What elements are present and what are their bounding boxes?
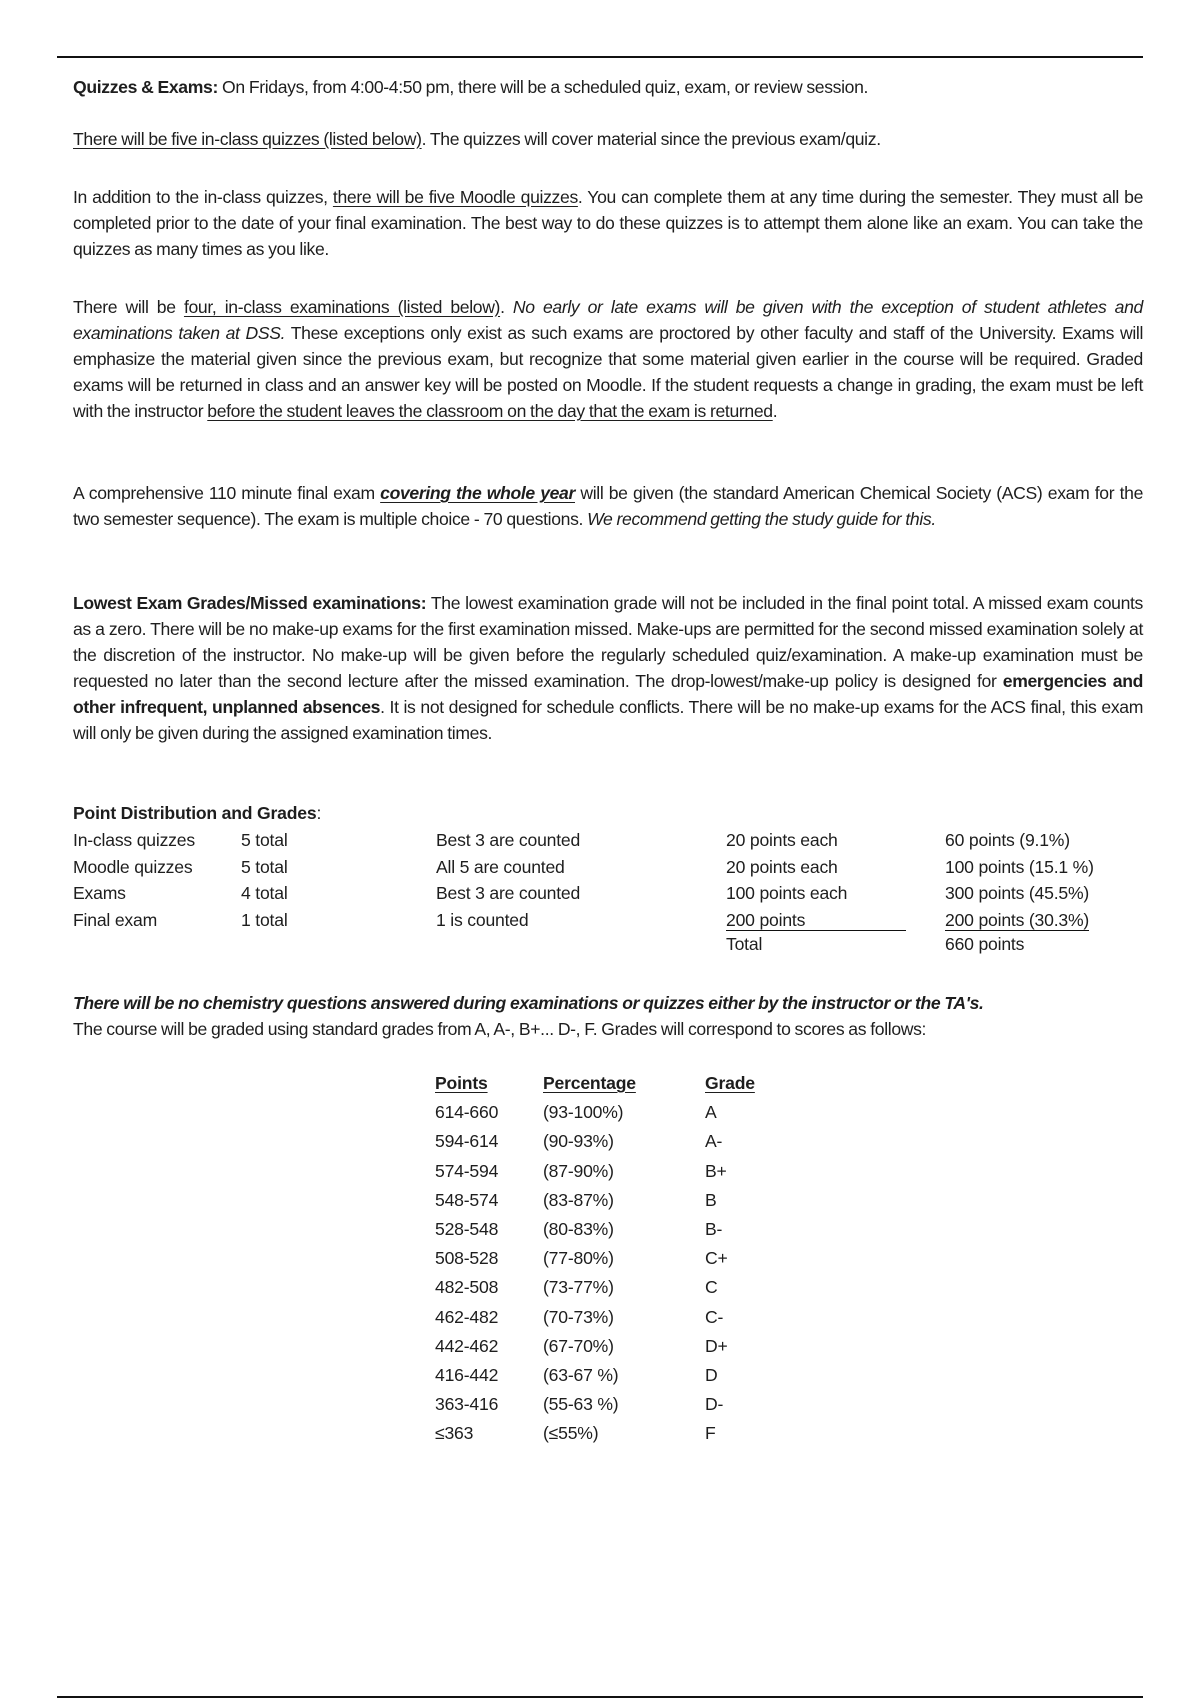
- grade-points: ≤363: [435, 1423, 474, 1444]
- grade-points: 528-548: [435, 1218, 499, 1239]
- header-points: Points: [435, 1073, 488, 1093]
- point-count: 5 total: [241, 857, 288, 877]
- point-counted: 1 is counted: [436, 910, 529, 930]
- in-class-quizzes-paragraph: [73, 126, 1143, 152]
- point-each: 20 points each: [726, 830, 838, 850]
- point-total-value: 660 points: [945, 934, 1025, 954]
- missed-exams-text: The lowest examination grade will not be included in the final point total. A missed exam counts as a zero. There will be no make-up exams for the first examination missed. Make-ups are permitted for the second missed examination solely at the discretion of the instructor. No make-up will be given before the regularly scheduled quiz/examination. A make-up examination must be requested no later than the second lecture after the missed examination. The drop-lowest/make-up policy is designed for: [73, 593, 1144, 691]
- moodle-before: In addition to the in-class quizzes,: [73, 187, 333, 207]
- exams-end: .: [772, 401, 778, 421]
- quizzes-exams-paragraph: [73, 74, 1143, 100]
- point-count: 4 total: [241, 883, 288, 903]
- notice-text: The course will be graded using standard grades from A, A-, B+... D-, F. Grades will correspond to scores as follows:: [73, 1019, 927, 1039]
- moodle-after: . You can complete them at any time during the semester. They must all be completed prior to the date of your final examination. The best way to do these quizzes is to attempt them alone like an exam. You can take the quizzes as many times as you like.: [73, 187, 1144, 259]
- exams-middle: These exceptions only exist as such exams are proctored by other faculty and staff of the University. Exams will emphasize the material given since the previous exam, but recognize that some material given earlier in the course will be required. Graded exams will be returned in class and an answer key will be posted on Moodle. If the student requests a change in grading, the exam must be left with the instructor: [73, 323, 1143, 421]
- point-counted: Best 3 are counted: [436, 883, 581, 903]
- grade-points: 416-442: [435, 1364, 499, 1385]
- point-total: 60 points (9.1%): [945, 830, 1070, 850]
- point-counted: Best 3 are counted: [436, 830, 581, 850]
- point-counted: All 5 are counted: [436, 857, 565, 877]
- point-each: 200 points: [726, 910, 906, 931]
- exams-underlined: four, in-class examinations (listed below): [183, 297, 501, 317]
- grade-points: 508-528: [435, 1248, 499, 1269]
- in-class-quizzes-text: . The quizzes will cover material since the previous exam/quiz.: [421, 129, 881, 149]
- final-emphasis: covering the whole year: [380, 483, 575, 503]
- grade-percentage: (90-93%): [543, 1131, 614, 1152]
- point-count: 5 total: [241, 830, 288, 850]
- point-row: [73, 883, 1143, 909]
- exams-before: There will be: [73, 297, 184, 317]
- missed-exams-bold: emergencies and other infrequent, unplanned absences: [73, 671, 1143, 717]
- grade-points: 442-462: [435, 1335, 499, 1356]
- grade-letter: A: [705, 1102, 717, 1123]
- point-total: 100 points (15.1 %): [945, 857, 1094, 877]
- grade-letter: D: [705, 1364, 718, 1385]
- point-distribution-title-text: Point Distribution and Grades: [73, 803, 317, 823]
- missed-exams-after: . It is not designed for schedule conflicts. There will be no make-up exams for the ACS final, this exam will only be given during the assigned examination times.: [73, 697, 1144, 743]
- grade-letter: B: [705, 1189, 717, 1210]
- missed-exams-paragraph: [73, 590, 1143, 746]
- grade-letter: D+: [705, 1335, 728, 1356]
- header-grade: Grade: [705, 1073, 755, 1093]
- grade-percentage: (77-80%): [543, 1248, 614, 1269]
- moodle-underlined: there will be five Moodle quizzes: [332, 187, 578, 207]
- point-item: In-class quizzes: [73, 830, 195, 850]
- grade-points: 548-574: [435, 1189, 499, 1210]
- point-row: [73, 910, 1143, 936]
- point-total-label: Total: [726, 934, 763, 954]
- notice-paragraph: [73, 990, 1143, 1042]
- grade-percentage: (73-77%): [543, 1277, 614, 1298]
- grade-percentage: (63-67 %): [543, 1364, 619, 1385]
- exams-italic: No early or late exams will be given with the exception of student athletes and examinations taken at DSS.: [73, 297, 1143, 343]
- grade-percentage: (70-73%): [543, 1306, 614, 1327]
- final-italic: We recommend getting the study guide for this.: [583, 509, 936, 529]
- point-count: 1 total: [241, 910, 288, 930]
- top-rule: [57, 56, 1143, 58]
- point-row: [73, 857, 1143, 883]
- grade-letter: C-: [705, 1306, 724, 1327]
- grade-percentage: (55-63 %): [543, 1394, 619, 1415]
- point-distribution-title-colon: :: [316, 803, 322, 823]
- grade-letter: C+: [705, 1248, 728, 1269]
- point-item: Moodle quizzes: [73, 857, 193, 877]
- point-total-row: [73, 934, 1143, 960]
- grade-points: 482-508: [435, 1277, 499, 1298]
- in-class-quizzes-underlined: There will be five in-class quizzes (listed below): [73, 129, 422, 149]
- grade-percentage: (≤55%): [543, 1423, 599, 1444]
- grade-letter: C: [705, 1277, 718, 1298]
- grade-points: 462-482: [435, 1306, 499, 1327]
- bottom-rule: [57, 1696, 1143, 1698]
- moodle-quizzes-paragraph: [73, 184, 1143, 262]
- final-before: A comprehensive 110 minute final exam: [73, 483, 381, 503]
- grade-letter: D-: [705, 1394, 724, 1415]
- grade-letter: A-: [705, 1131, 723, 1152]
- notice-bold-italic: There will be no chemistry questions answered during examinations or quizzes either by the instructor or the TA's.: [73, 993, 984, 1013]
- grade-percentage: (67-70%): [543, 1335, 614, 1356]
- exams-paragraph: [73, 294, 1143, 424]
- missed-exams-heading: Lowest Exam Grades/Missed examinations:: [73, 593, 427, 613]
- point-item: Exams: [73, 883, 126, 903]
- grade-percentage: (83-87%): [543, 1189, 614, 1210]
- exams-period: .: [500, 297, 505, 317]
- point-distribution-title: [73, 803, 321, 824]
- point-total: 200 points (30.3%): [945, 910, 1090, 930]
- point-each: 20 points each: [726, 857, 838, 877]
- grade-points: 594-614: [435, 1131, 499, 1152]
- final-exam-paragraph: [73, 480, 1143, 532]
- point-item: Final exam: [73, 910, 158, 930]
- point-total: 300 points (45.5%): [945, 883, 1090, 903]
- quizzes-exams-text: On Fridays, from 4:00-4:50 pm, there will be a scheduled quiz, exam, or review session.: [217, 77, 869, 97]
- point-each: 100 points each: [726, 883, 848, 903]
- grade-letter: F: [705, 1423, 716, 1444]
- grade-letter: B-: [705, 1218, 723, 1239]
- grade-points: 614-660: [435, 1102, 499, 1123]
- grade-percentage: (93-100%): [543, 1102, 624, 1123]
- point-row: [73, 830, 1143, 856]
- grade-points: 363-416: [435, 1394, 499, 1415]
- header-percentage: Percentage: [543, 1073, 636, 1093]
- final-middle: will be given (the standard American Chemical Society (ACS) exam for the two semester sequence). The exam is multiple choice - 70 questions.: [73, 483, 1143, 529]
- quizzes-exams-heading: Quizzes & Exams:: [73, 77, 218, 97]
- grade-letter: B+: [705, 1160, 727, 1181]
- grade-percentage: (80-83%): [543, 1218, 614, 1239]
- grade-points: 574-594: [435, 1160, 499, 1181]
- grade-percentage: (87-90%): [543, 1160, 614, 1181]
- exams-underlined-end: before the student leaves the classroom on the day that the exam is returned: [207, 401, 773, 421]
